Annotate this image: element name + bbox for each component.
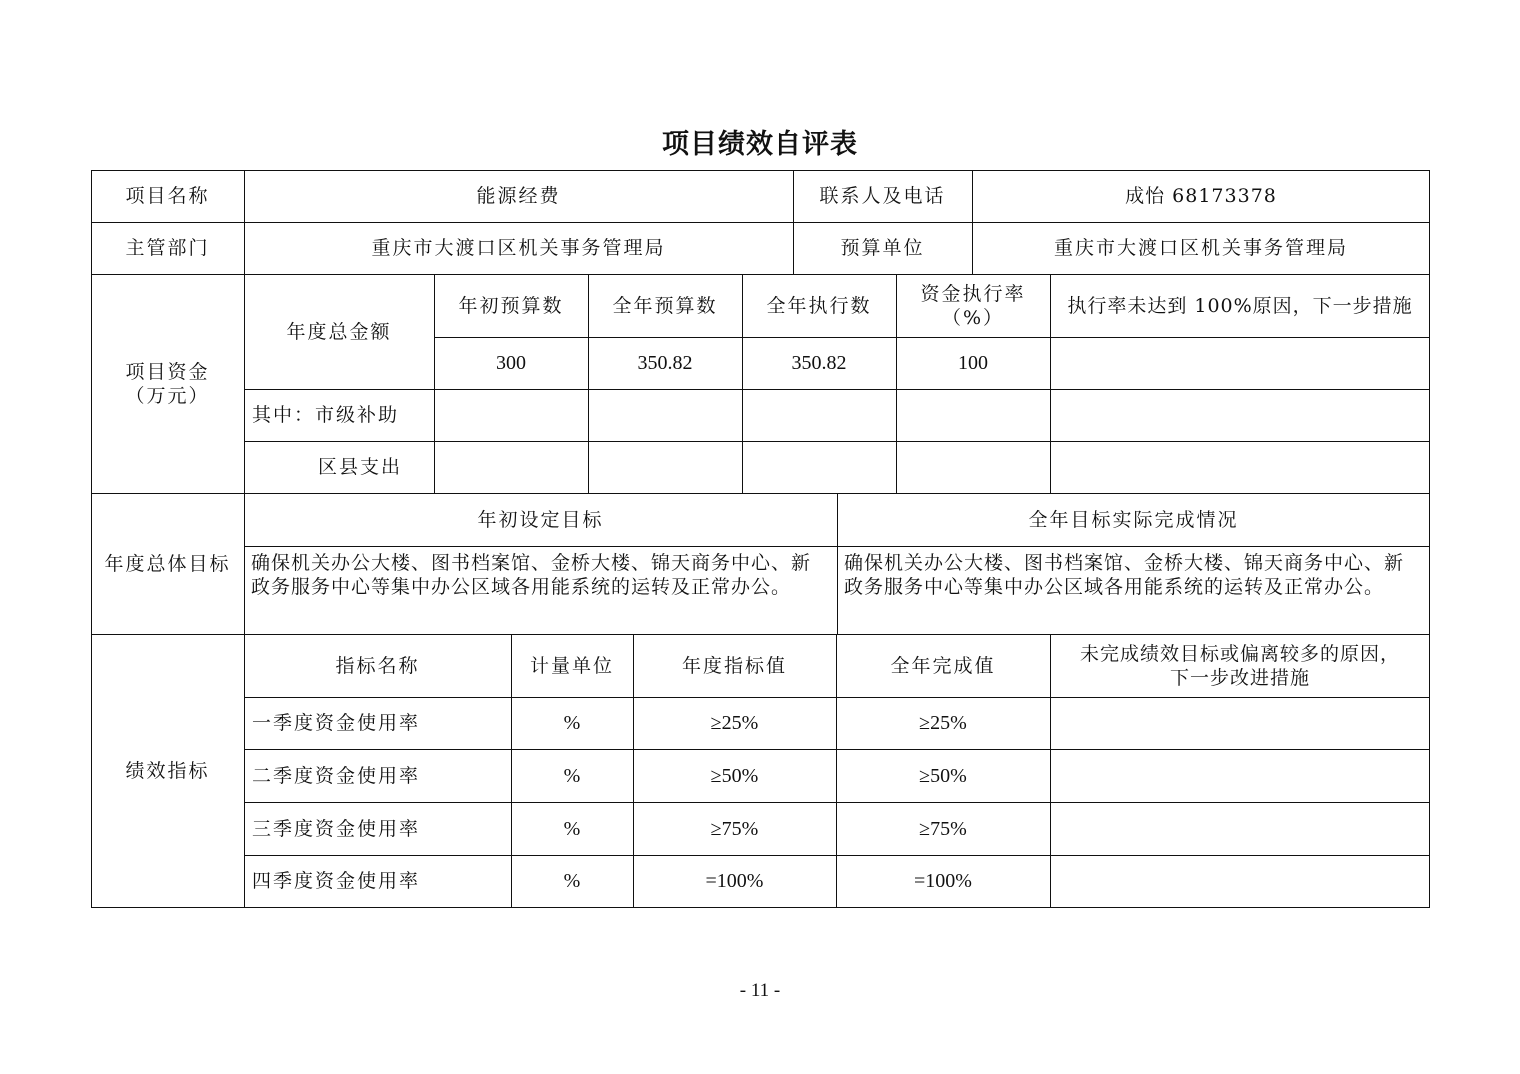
indicator-name: 三季度资金使用率 [252,817,421,840]
goals-section-label: 年度总体目标 [104,552,231,575]
indicator-target: =100% [705,870,764,892]
indicator-target: ≥75% [710,817,759,840]
indicator-reason [1050,749,1430,802]
initial-goal-header: 年初设定目标 [477,508,604,531]
city-subsidy-label: 其中：市级补助 [252,404,400,426]
indicator-unit: % [563,870,581,892]
col-execution-rate: 资金执行率 （%） [920,282,1026,329]
project-name-value: 能源经费 [476,185,561,207]
indicator-reason-header: 未完成绩效目标或偏离较多的原因， 下一步改进措施 [1079,642,1400,689]
district-expense-label: 区县支出 [317,456,402,478]
indicator-actual-header: 全年完成值 [890,654,996,677]
col-executed: 全年执行数 [766,294,872,317]
indicators-section-label: 绩效指标 [125,759,210,782]
initial-goal-text: 确保机关办公大楼、图书档案馆、金桥大楼、锦天商务中心、新政务服务中心等集中办公区域各用能系统的运转及正常办公。 [251,552,812,598]
indicator-target: ≥25% [710,712,759,734]
indicator-target: ≥50% [710,764,759,787]
col-initial-budget: 年初预算数 [458,294,564,317]
indicator-name-header: 指标名称 [335,654,420,677]
contact-value: 成怡 68173378 [1125,185,1277,207]
indicator-actual: ≥25% [919,712,967,734]
indicator-reason [1050,802,1430,855]
page-number: - 11 - [739,980,781,1001]
total-full-budget: 350.82 [637,352,693,374]
indicator-unit: % [563,712,581,734]
col-full-budget: 全年预算数 [612,294,718,317]
total-execution-rate: 100 [958,352,988,374]
actual-goal-text: 确保机关办公大楼、图书档案馆、金桥大楼、锦天商务中心、新政务服务中心等集中办公区域各用能系统的运转及正常办公。 [844,552,1405,598]
page-title: 项目绩效自评表 [662,129,858,160]
indicator-name: 一季度资金使用率 [252,712,421,734]
total-executed: 350.82 [791,352,847,374]
total-initial-budget: 300 [496,352,526,374]
indicator-name: 二季度资金使用率 [252,764,421,787]
actual-goal-header: 全年目标实际完成情况 [1028,508,1239,531]
indicator-unit: % [563,764,581,787]
indicator-reason [1050,697,1430,749]
col-reason: 执行率未达到 100%原因，下一步措施 [1067,294,1413,317]
indicator-unit-header: 计量单位 [529,654,614,677]
indicator-actual: ≥50% [919,764,967,787]
funds-section-label: 项目资金 （万元） [125,360,210,407]
project-name-label: 项目名称 [125,185,210,207]
indicator-name: 四季度资金使用率 [252,870,421,892]
budget-unit-label: 预算单位 [840,237,925,259]
indicator-target-header: 年度指标值 [681,654,787,677]
indicator-actual: ≥75% [919,817,967,840]
indicator-unit: % [563,817,581,840]
total-reason [1050,337,1430,389]
dept-value: 重庆市大渡口区机关事务管理局 [371,237,666,259]
indicator-reason [1050,855,1430,907]
annual-total-label: 年度总金额 [286,320,392,343]
dept-label: 主管部门 [125,237,210,259]
indicator-actual: =100% [914,870,972,892]
contact-label: 联系人及电话 [819,185,946,207]
budget-unit-value: 重庆市大渡口区机关事务管理局 [1053,237,1348,259]
